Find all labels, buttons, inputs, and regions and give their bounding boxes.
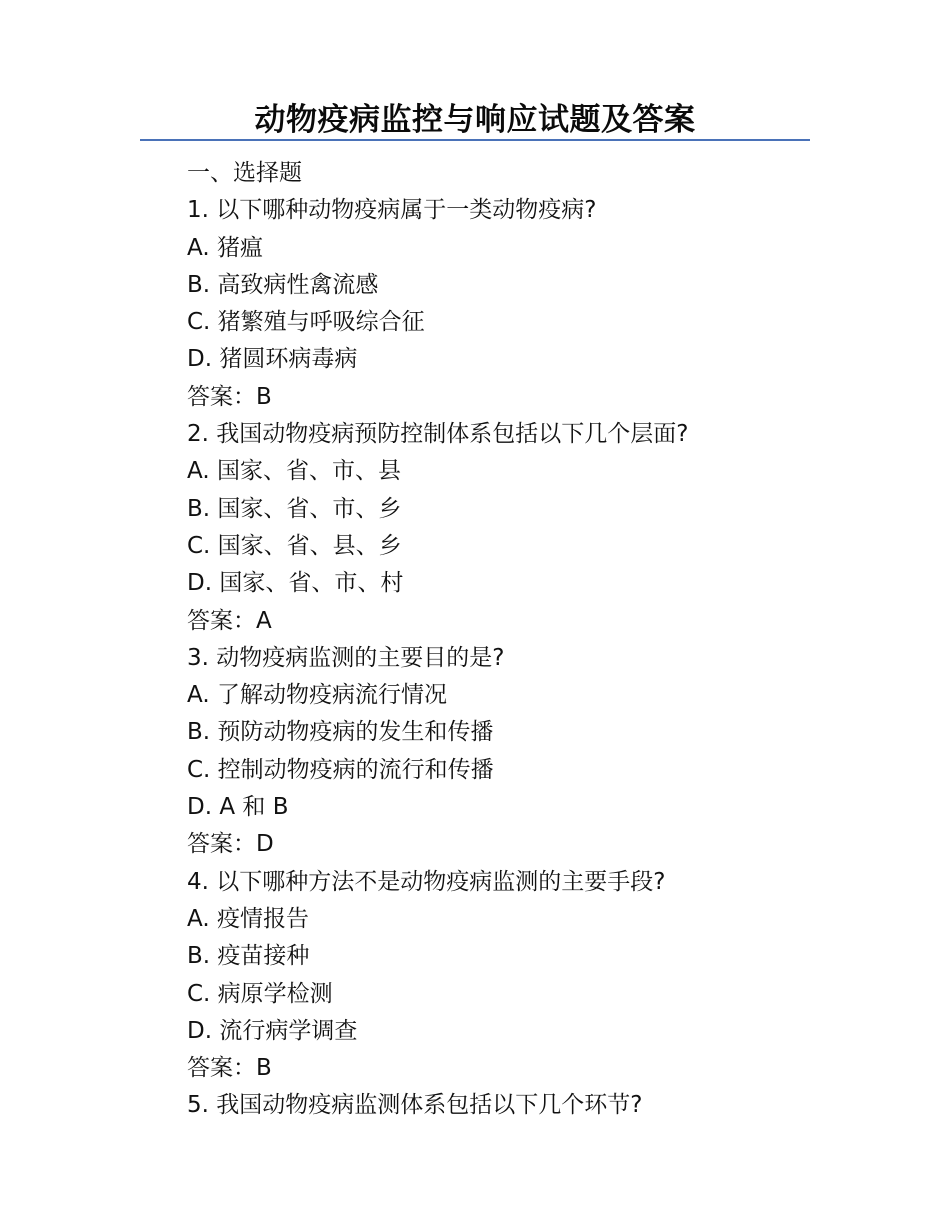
q1-option-d: D. 猪圆环病毒病 — [187, 346, 358, 373]
q2-option-b: B. 国家、省、市、乡 — [187, 495, 402, 522]
q3-option-a: A. 了解动物疫病流行情况 — [187, 682, 447, 709]
question-1: 1. 以下哪种动物疫病属于一类动物疫病? — [187, 197, 597, 224]
q2-option-c: C. 国家、省、县、乡 — [187, 532, 402, 559]
question-5: 5. 我国动物疫病监测体系包括以下几个环节? — [187, 1092, 643, 1119]
q4-answer: 答案：B — [187, 1055, 272, 1082]
question-2: 2. 我国动物疫病预防控制体系包括以下几个层面? — [187, 421, 689, 448]
q4-option-c: C. 病原学检测 — [187, 980, 333, 1007]
q2-answer: 答案：A — [187, 607, 272, 634]
q3-answer: 答案：D — [187, 831, 274, 858]
title-underline — [140, 139, 810, 141]
question-3: 3. 动物疫病监测的主要目的是? — [187, 644, 505, 671]
section-heading: 一、选择题 — [187, 160, 302, 186]
question-4: 4. 以下哪种方法不是动物疫病监测的主要手段? — [187, 868, 666, 895]
q4-option-a: A. 疫情报告 — [187, 905, 309, 932]
q2-option-d: D. 国家、省、市、村 — [187, 570, 404, 597]
q4-option-d: D. 流行病学调查 — [187, 1017, 358, 1044]
q1-option-a: A. 猪瘟 — [187, 234, 263, 261]
q3-option-d: D. A 和 B — [187, 794, 289, 821]
q2-option-a: A. 国家、省、市、县 — [187, 458, 401, 485]
q4-option-b: B. 疫苗接种 — [187, 943, 310, 970]
document-body — [187, 155, 807, 1125]
document-title: 动物疫病监控与响应试题及答案 — [254, 102, 696, 138]
q1-option-c: C. 猪繁殖与呼吸综合征 — [187, 309, 425, 336]
q3-option-c: C. 控制动物疫病的流行和传播 — [187, 756, 494, 783]
q3-option-b: B. 预防动物疫病的发生和传播 — [187, 719, 494, 746]
q1-answer: 答案：B — [187, 383, 272, 410]
q1-option-b: B. 高致病性禽流感 — [187, 271, 379, 298]
